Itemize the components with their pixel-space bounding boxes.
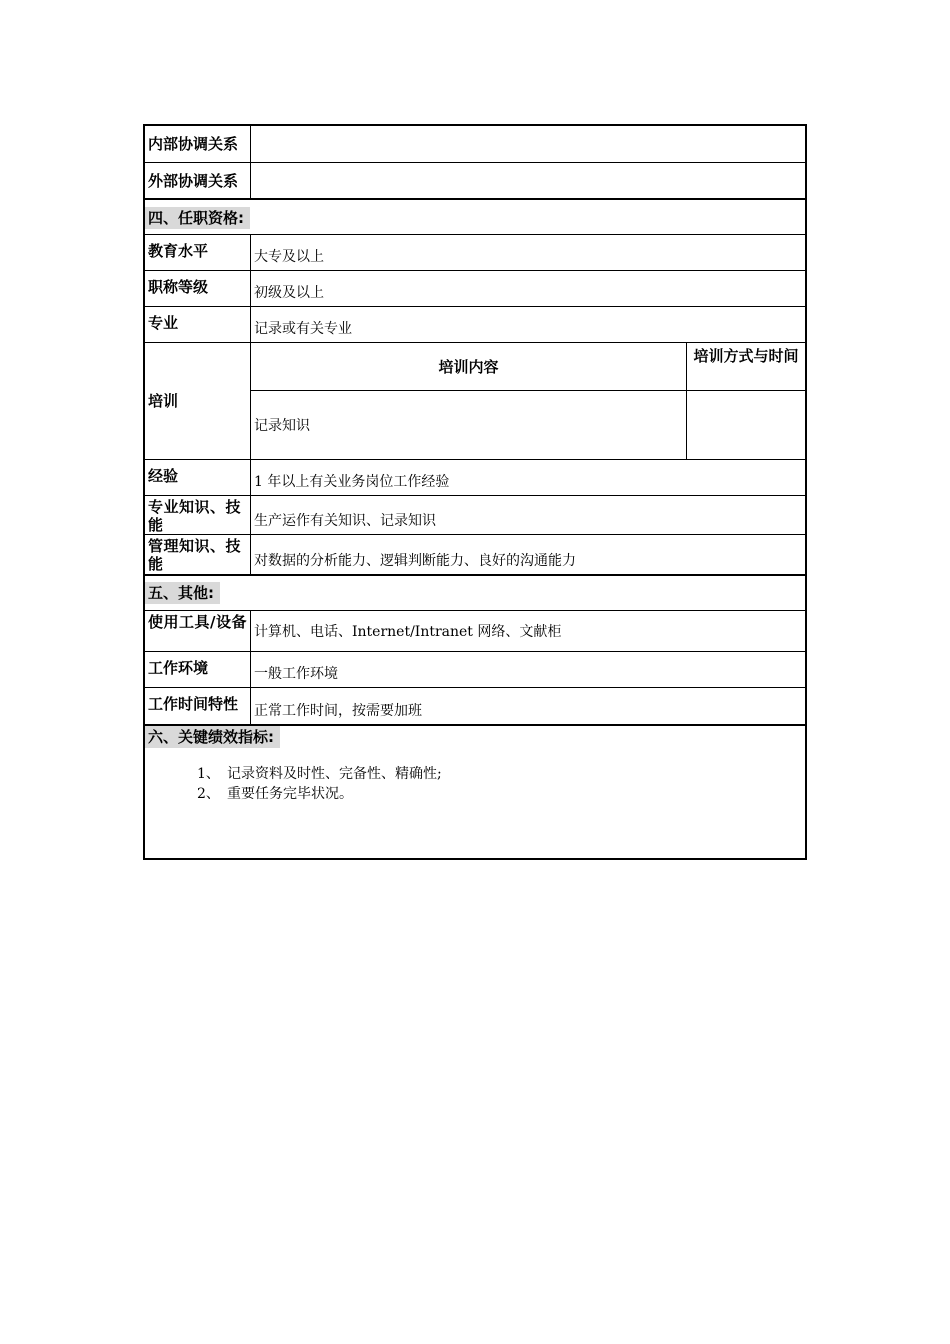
kpi-section-title: 六、关键绩效指标: — [145, 726, 280, 748]
internal-relations-value — [251, 126, 805, 162]
education-value: 大专及以上 — [254, 249, 324, 265]
major-value: 记录或有关专业 — [254, 321, 352, 337]
management-skills-label: 管理知识、技能 — [145, 535, 251, 574]
internal-relations-row — [145, 126, 805, 162]
training-method-header: 培训方式与时间 — [693, 347, 799, 365]
major-row — [145, 306, 805, 342]
training-content-header: 培训内容 — [251, 343, 687, 390]
training-label: 培训 — [145, 343, 251, 459]
external-relations-value — [251, 163, 805, 198]
professional-skills-value: 生产运作有关知识、记录知识 — [254, 513, 436, 529]
qualifications-section-row — [145, 198, 805, 234]
qualifications-section-title: 四、任职资格: — [145, 207, 250, 229]
list-item — [197, 764, 442, 784]
work-time-row — [145, 687, 805, 724]
training-row — [145, 342, 805, 459]
title-level-value: 初级及以上 — [254, 285, 324, 301]
work-time-label: 工作时间特性 — [145, 688, 251, 724]
kpi-item-text: 记录资料及时性、完备性、精确性; — [227, 766, 442, 782]
experience-label: 经验 — [145, 460, 251, 495]
training-body — [251, 391, 805, 459]
title-level-row — [145, 270, 805, 306]
kpi-list — [197, 764, 442, 804]
others-section-row — [145, 574, 805, 610]
external-relations-label: 外部协调关系 — [145, 163, 251, 198]
management-skills-row — [145, 534, 805, 574]
others-section-title: 五、其他: — [145, 582, 220, 604]
professional-skills-label: 专业知识、技能 — [145, 496, 251, 534]
title-level-label: 职称等级 — [145, 271, 251, 306]
list-item — [197, 784, 442, 804]
kpi-item-text: 重要任务完毕状况。 — [227, 786, 353, 802]
work-time-value: 正常工作时间，按需要加班 — [254, 703, 422, 719]
environment-row — [145, 651, 805, 687]
kpi-item-number: 2、 — [197, 786, 220, 802]
experience-value: 1 年以上有关业务岗位工作经验 — [254, 474, 450, 490]
education-row — [145, 234, 805, 270]
tools-row — [145, 610, 805, 651]
environment-value: 一般工作环境 — [254, 666, 338, 682]
tools-value: 计算机、电话、Internet/Intranet 网络、文献柜 — [254, 624, 562, 640]
experience-row — [145, 459, 805, 495]
internal-relations-label: 内部协调关系 — [145, 126, 251, 162]
major-label: 专业 — [145, 307, 251, 342]
training-header — [251, 343, 805, 391]
external-relations-row — [145, 162, 805, 198]
kpi-section — [145, 724, 805, 858]
tools-label: 使用工具/设备 — [145, 611, 251, 651]
professional-skills-row — [145, 495, 805, 534]
job-description-table — [143, 124, 807, 860]
environment-label: 工作环境 — [145, 652, 251, 687]
education-label: 教育水平 — [145, 235, 251, 270]
training-content-value: 记录知识 — [251, 391, 687, 459]
kpi-item-number: 1、 — [197, 766, 220, 782]
management-skills-value: 对数据的分析能力、逻辑判断能力、良好的沟通能力 — [254, 553, 576, 569]
